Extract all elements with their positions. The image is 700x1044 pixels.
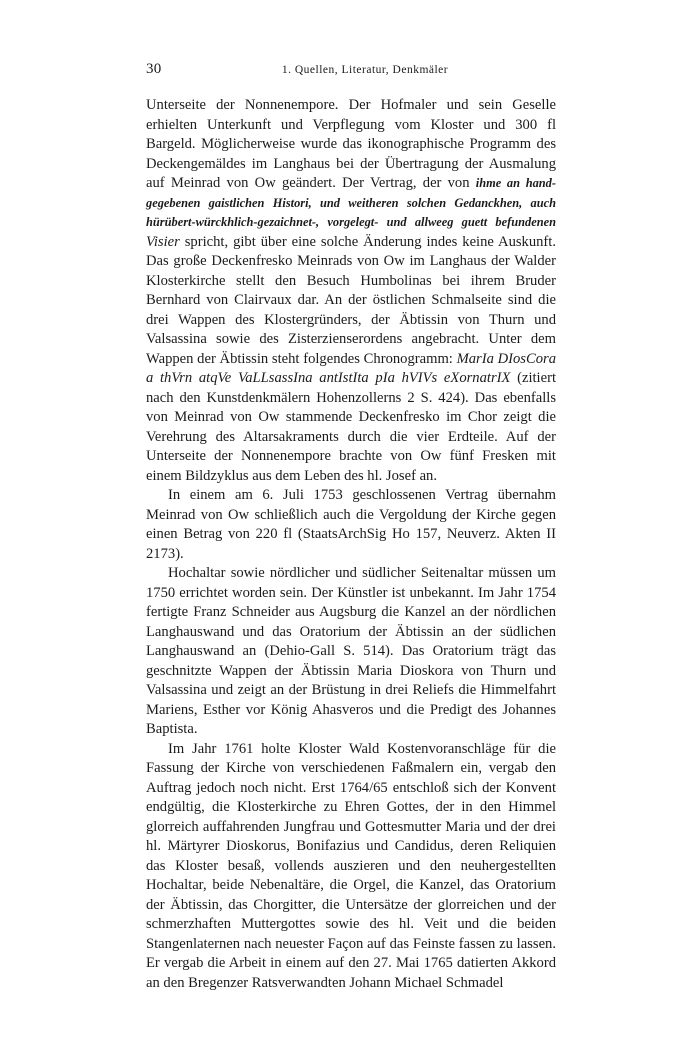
quote-italic: ihme an hand-gegebenen gaistlichen Histori, und weitheren solchen Gedanckhen, auch hürübert-würckhlich-gezaichnet-, vorgelegt- und allweeg guett befundenen <box>146 176 556 229</box>
paragraph-3: Hochaltar sowie nördlicher und südlicher Seitenaltar müssen um 1750 errichtet worden sein. Der Künstler ist unbekannt. Im Jahr 1754 fertigte Franz Schneider aus Augsburg die Kanzel an der nördlichen Langhauswand und das Oratorium der Äbtissin an der südlichen Langhauswand an (Dehio-Gall S. 514). Das Oratorium trägt das geschnitzte Wappen der Äbtissin Maria Dioskora von Thurn und Valsassina und zeigt an der Brüstung in drei Reliefs die Himmelfahrt Mariens, Esther vor König Ahasveros und die Predigt des Johannes Baptista. <box>146 565 556 737</box>
paragraph-2: In einem am 6. Juli 1753 geschlossenen Vertrag übernahm Meinrad von Ow schließlich auch die Vergoldung der Kirche gegen einen Betrag von 220 fl (StaatsArchSig Ho 157, Neuverz. Akten II 2173). <box>146 487 556 562</box>
paragraph-4: Im Jahr 1761 holte Kloster Wald Kostenvoranschläge für die Fassung der Kirche von verschiedenen Faßmalern ein, vergab den Auftrag jedoch noch nicht. Erst 1764/65 entschloß sich der Konvent endgültig, die Klosterkirche zu Ehren Gottes, der in den Himmel glorreich auffahrenden Jungfrau und Gottesmutter Maria und der drei hl. Märtyrer Dioskorus, Bonifazius und Candidus, deren Reliquien das Kloster besaß, vollends auszieren und den neuhergestellten Hochaltar, beide Nebenaltäre, die Orgel, die Kanzel, das Oratorium der Äbtissin, das Chorgitter, die Untersätze der glorreichen und der schmerzhaften Muttergottes sowie des hl. Veit und die beiden Stangenlaternen nach neuester Façon auf das Feinste fassen zu lassen. Er vergab die Arbeit in einem auf den 27. Mai 1765 datierten Akkord an den Bregenzer Ratsverwandten Johann Michael Schmadel <box>146 740 556 991</box>
page-number: 30 <box>146 61 162 77</box>
text-segment: spricht, gibt über eine solche Änderung indes keine Auskunft. Das große Deckenfresko Meinrads von Ow im Langhaus der Walder Klosterkirche stellt den Besuch Humbolinas bei ihrem Bruder Bernhard von Clairvaux dar. An der östlichen Schmalseite sind die drei Wappen des Klostergründers, der Äbtissin von Thurn und Valsassina sowie des Zisterzienserordens angebracht. Unter dem Wappen der Äbtissin steht folgendes Chronogramm: <box>146 233 556 367</box>
running-head: 1. Quellen, Literatur, Denkmäler <box>281 64 449 76</box>
text-segment: (zitiert nach den Kunstdenkmälern Hohenzollerns 2 S. 424). Das ebenfalls von Meinrad von Ow stammende Deckenfresko im Chor zeigt die Verehrung des Altarsakraments durch die vier Erdteile. Auf der Unterseite der Nonnenempore brachte von Ow fünf Fresken mit einem Bildzyklus aus dem Leben des hl. Josef an. <box>146 370 556 484</box>
term-italic: Visier <box>146 233 180 250</box>
body-text <box>146 96 556 993</box>
paragraph-1 <box>146 96 556 486</box>
chronogram-italic: MarIa DIosCora a thVrn atqVe VaLLsassIna antIstIta pIa hVIVs eXornatrIX <box>146 350 556 386</box>
text-segment: Unterseite der Nonnenempore. Der Hofmaler und sein Geselle erhielten Unterkunft und Verpflegung vom Kloster und 300 fl Bargeld. Möglicherweise wurde das ikonographische Programm des Deckengemäldes im Langhaus bei der Übertragung der Ausmalung auf Meinrad von Ow geändert. Der Vertrag, der von <box>146 97 556 191</box>
